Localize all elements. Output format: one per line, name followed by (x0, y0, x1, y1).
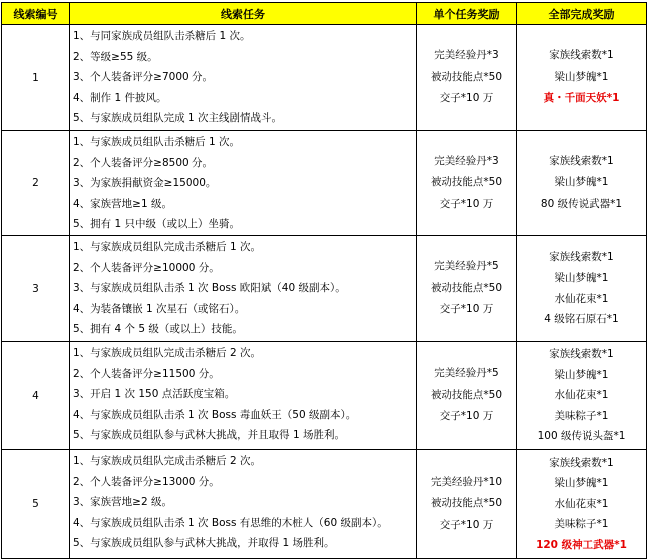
reward-item: 被动技能点*50 (430, 388, 503, 401)
all-reward-list (517, 131, 647, 236)
reward-item: 交子*10 万 (439, 92, 494, 105)
reward-item: 交子*10 万 (439, 410, 494, 423)
task-item: 4、为装备镶嵌 1 次星石（或铭石）。 (73, 302, 246, 315)
reward-item: 梁山梦魄*1 (554, 271, 609, 284)
reward-item: 家族线索数*1 (549, 348, 614, 361)
header-single-reward: 单个任务奖励 (417, 3, 517, 25)
task-item: 1、与家族成员组队击杀糖后 1 次。 (73, 136, 241, 148)
reward-item: 被动技能点*50 (430, 176, 503, 189)
reward-item: 水仙花束*1 (554, 389, 609, 402)
task-item: 1、与家族成员组队完成击杀糖后 1 次。 (73, 241, 262, 253)
reward-item: 完美经验丹*10 (430, 475, 503, 488)
clue-id: 4 (2, 342, 70, 450)
reward-item: 100 级传说头盔*1 (537, 430, 626, 443)
table-row (2, 450, 647, 559)
task-item: 4、与家族成员组队击杀 1 次 Boss 毒血妖王（50 级副本）。 (73, 408, 357, 421)
reward-item: 被动技能点*50 (430, 497, 503, 510)
task-list (70, 131, 417, 236)
task-item: 4、与家族成员组队击杀 1 次 Boss 有思维的木桩人（60 级副本）。 (73, 516, 388, 529)
reward-item: 家族线索数*1 (549, 154, 614, 167)
single-reward-list (417, 236, 517, 342)
reward-item: 家族线索数*1 (549, 49, 614, 62)
reward-item: 家族线索数*1 (549, 251, 614, 264)
task-item: 2、个人装备评分≥10000 分。 (73, 261, 220, 274)
task-item: 1、与家族成员组队完成击杀糖后 2 次。 (73, 455, 262, 467)
task-item: 5、拥有 4 个 5 级（或以上）技能。 (73, 323, 243, 336)
table-row (2, 131, 647, 236)
task-item: 1、与同家族成员组队击杀糖后 1 次。 (73, 30, 251, 42)
reward-item: 80 级传说武器*1 (540, 197, 623, 210)
table-row (2, 236, 647, 342)
task-item: 3、与家族成员组队击杀 1 次 Boss 欧阳斌（40 级副本）。 (73, 282, 346, 295)
header-id: 线索编号 (2, 3, 70, 25)
task-item: 4、家族营地≥1 级。 (73, 197, 172, 210)
table-header-row (2, 3, 647, 25)
task-item: 4、制作 1 件披风。 (73, 91, 167, 104)
reward-item: 美味粽子*1 (554, 518, 609, 531)
header-tasks: 线索任务 (70, 3, 417, 25)
single-reward-list (417, 342, 517, 450)
highlight-reward: 120 级神工武器*1 (536, 538, 627, 551)
task-list (70, 236, 417, 342)
table-row (2, 342, 647, 450)
single-reward-list (417, 450, 517, 559)
clue-id: 3 (2, 236, 70, 342)
all-reward-list (517, 342, 647, 450)
reward-item: 完美经验丹*3 (434, 49, 499, 62)
task-item: 3、开启 1 次 150 点活跃度宝箱。 (73, 388, 236, 401)
reward-item: 交子*10 万 (439, 197, 494, 210)
all-reward-list (517, 25, 647, 131)
task-list (70, 450, 417, 559)
clue-id: 1 (2, 25, 70, 131)
reward-item: 4 级铭石原石*1 (544, 313, 619, 326)
reward-item: 梁山梦魄*1 (554, 368, 609, 381)
reward-item: 完美经验丹*5 (434, 367, 499, 380)
task-item: 2、个人装备评分≥13000 分。 (73, 475, 220, 488)
reward-item: 交子*10 万 (439, 303, 494, 316)
reward-item: 梁山梦魄*1 (554, 176, 609, 189)
reward-item: 美味粽子*1 (554, 409, 609, 422)
reward-item: 梁山梦魄*1 (554, 477, 609, 490)
reward-item: 水仙花束*1 (554, 292, 609, 305)
single-reward-list (417, 25, 517, 131)
reward-item: 交子*10 万 (439, 518, 494, 531)
task-item: 3、个人装备评分≥7000 分。 (73, 71, 214, 84)
reward-item: 被动技能点*50 (430, 70, 503, 83)
clue-task-table (1, 2, 647, 559)
task-item: 5、拥有 1 只中级（或以上）坐骑。 (73, 218, 241, 231)
task-item: 3、为家族捐献资金≥15000。 (73, 177, 217, 190)
reward-item: 水仙花束*1 (554, 497, 609, 510)
task-item: 2、个人装备评分≥8500 分。 (73, 156, 214, 169)
reward-item: 梁山梦魄*1 (554, 70, 609, 83)
clue-id: 2 (2, 131, 70, 236)
task-list (70, 25, 417, 131)
all-reward-list (517, 236, 647, 342)
clue-id: 5 (2, 450, 70, 559)
single-reward-list (417, 131, 517, 236)
task-item: 1、与家族成员组队完成击杀糖后 2 次。 (73, 347, 262, 359)
reward-item: 被动技能点*50 (430, 281, 503, 294)
reward-item: 家族线索数*1 (549, 456, 614, 469)
task-item: 5、与家族成员组队参与武林大挑战，并且取得 1 场胜利。 (73, 429, 346, 442)
reward-item: 完美经验丹*3 (434, 154, 499, 167)
task-list (70, 342, 417, 450)
table-row (2, 25, 647, 131)
task-item: 2、个人装备评分≥11500 分。 (73, 367, 220, 380)
task-item: 5、与家族成员组队参与武林大挑战，并取得 1 场胜利。 (73, 537, 335, 550)
task-item: 5、与家族成员组队完成 1 次主线剧情战斗。 (73, 112, 283, 125)
all-reward-list (517, 450, 647, 559)
reward-item: 完美经验丹*5 (434, 260, 499, 273)
header-all-reward: 全部完成奖励 (517, 3, 647, 25)
task-item: 2、等级≥55 级。 (73, 50, 158, 63)
task-item: 3、家族营地≥2 级。 (73, 496, 172, 509)
highlight-reward: 真・千面天妖*1 (543, 92, 620, 105)
